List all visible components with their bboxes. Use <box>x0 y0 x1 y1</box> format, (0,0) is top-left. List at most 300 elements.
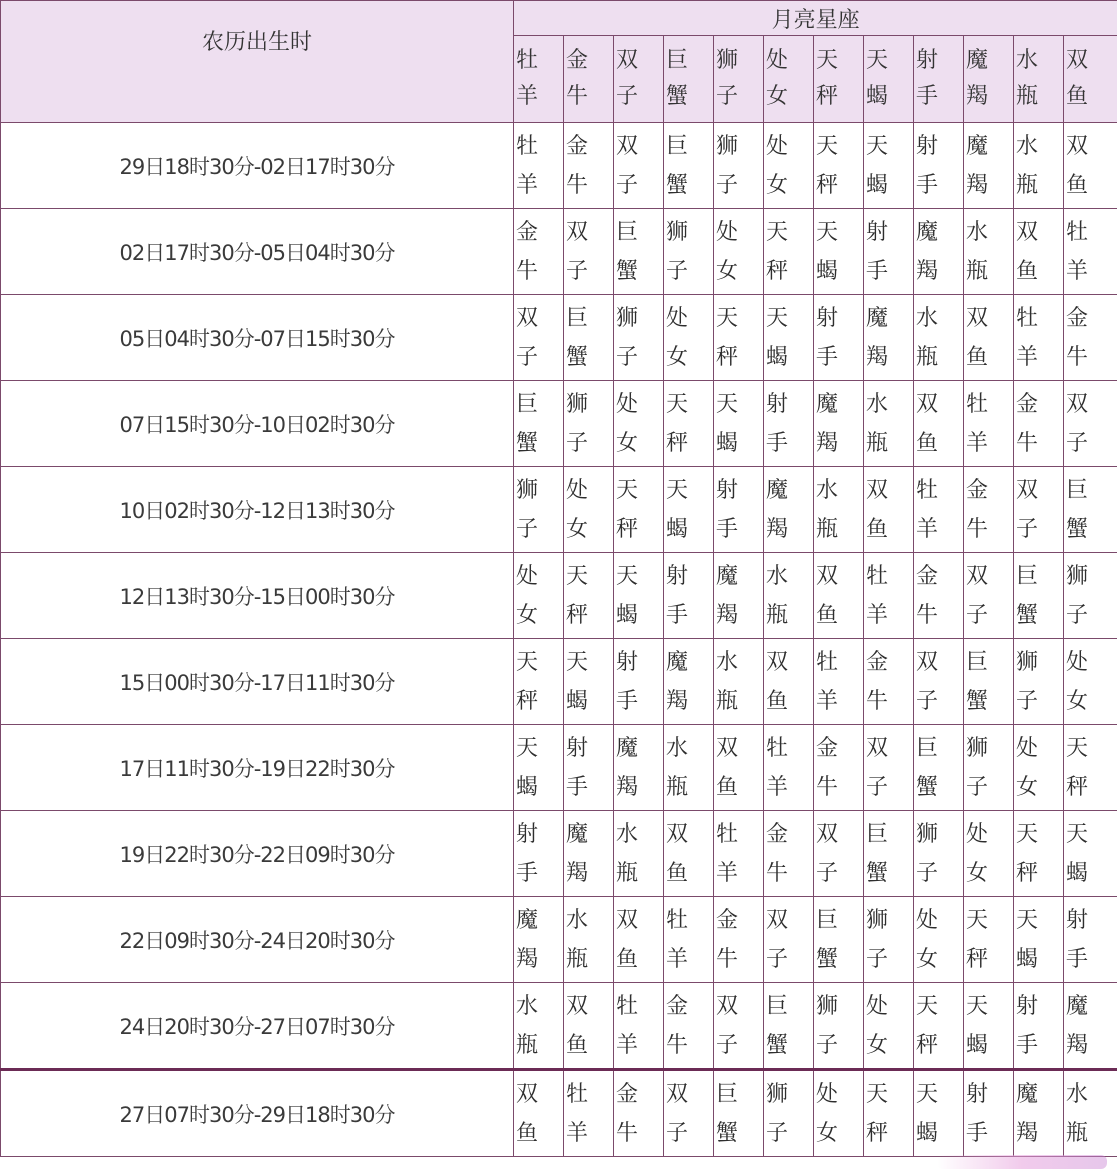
moon-sign-cell <box>1064 983 1117 1070</box>
sign-header-cell <box>814 36 864 123</box>
moon-sign-label: 狮子 <box>566 391 589 456</box>
moon-sign-cell <box>814 553 864 639</box>
moon-sign-label: 巨蟹 <box>566 305 589 370</box>
moon-sign-cell <box>1014 123 1064 209</box>
moon-sign-cell <box>1014 209 1064 295</box>
moon-sign-cell <box>564 811 614 897</box>
moon-sign-group-header: 月亮星座 <box>514 1 1117 36</box>
moon-sign-cell <box>814 123 864 209</box>
moon-sign-label: 处女 <box>916 907 939 972</box>
sign-header-label: 双子 <box>616 48 639 109</box>
birth-time-range-cell: 05日04时30分-07日15时30分 <box>1 295 514 381</box>
moon-sign-cell <box>614 983 664 1070</box>
moon-sign-label: 巨蟹 <box>816 907 839 972</box>
moon-sign-label: 处女 <box>716 219 739 284</box>
birth-time-range-cell: 10日02时30分-12日13时30分 <box>1 467 514 553</box>
moon-sign-label: 双鱼 <box>916 391 939 456</box>
moon-sign-label: 魔羯 <box>1016 1081 1039 1146</box>
moon-sign-cell <box>564 123 614 209</box>
moon-sign-label: 水瓶 <box>866 391 889 456</box>
header-row-top <box>1 1 1117 36</box>
moon-sign-cell <box>814 897 864 983</box>
moon-sign-label: 处女 <box>866 993 889 1058</box>
moon-sign-cell <box>764 381 814 467</box>
table-row <box>1 1070 1117 1157</box>
moon-sign-cell <box>964 639 1014 725</box>
table-row <box>1 123 1117 209</box>
moon-sign-cell <box>814 295 864 381</box>
table-row <box>1 811 1117 897</box>
moon-sign-cell <box>664 381 714 467</box>
moon-sign-cell <box>564 209 614 295</box>
moon-sign-cell <box>964 553 1014 639</box>
table-row <box>1 381 1117 467</box>
moon-sign-label: 处女 <box>566 477 589 542</box>
moon-sign-label: 巨蟹 <box>916 735 939 800</box>
moon-sign-cell <box>814 381 864 467</box>
moon-sign-cell <box>964 381 1014 467</box>
moon-sign-label: 天秤 <box>816 133 839 198</box>
moon-sign-label: 狮子 <box>516 477 539 542</box>
moon-sign-cell <box>714 553 764 639</box>
moon-sign-cell <box>764 639 814 725</box>
moon-sign-label: 水瓶 <box>566 907 589 972</box>
table-row <box>1 725 1117 811</box>
table-row <box>1 553 1117 639</box>
birth-time-range-cell: 24日20时30分-27日07时30分 <box>1 983 514 1070</box>
table-row <box>1 467 1117 553</box>
moon-sign-cell <box>814 209 864 295</box>
birth-time-range-cell: 27日07时30分-29日18时30分 <box>1 1070 514 1157</box>
moon-sign-cell <box>764 209 814 295</box>
moon-sign-cell <box>764 1070 814 1157</box>
moon-sign-label: 狮子 <box>866 907 889 972</box>
moon-sign-label: 天秤 <box>1016 821 1039 886</box>
moon-sign-cell <box>664 467 714 553</box>
moon-sign-label: 双鱼 <box>1066 133 1089 198</box>
moon-sign-label: 水瓶 <box>716 649 739 714</box>
moon-sign-cell <box>564 639 614 725</box>
moon-sign-cell <box>664 983 714 1070</box>
moon-sign-label: 狮子 <box>666 219 689 284</box>
sign-header-label: 水瓶 <box>1016 48 1039 109</box>
moon-sign-cell <box>914 1070 964 1157</box>
sign-header-cell <box>714 36 764 123</box>
moon-sign-cell <box>1014 467 1064 553</box>
table-row <box>1 897 1117 983</box>
moon-sign-label: 处女 <box>616 391 639 456</box>
moon-sign-cell <box>514 295 564 381</box>
table-row <box>1 295 1117 381</box>
moon-sign-label: 双子 <box>866 735 889 800</box>
birth-time-range-cell: 17日11时30分-19日22时30分 <box>1 725 514 811</box>
moon-sign-cell <box>914 897 964 983</box>
sign-header-cell <box>1014 36 1064 123</box>
moon-sign-label: 双鱼 <box>966 305 989 370</box>
moon-sign-cell <box>814 639 864 725</box>
moon-sign-label: 魔羯 <box>716 563 739 628</box>
moon-sign-cell <box>914 811 964 897</box>
moon-sign-cell <box>1014 553 1064 639</box>
moon-sign-label: 双鱼 <box>766 649 789 714</box>
moon-sign-label: 天蝎 <box>916 1081 939 1146</box>
moon-sign-label: 金牛 <box>516 219 539 284</box>
moon-sign-label: 水瓶 <box>616 821 639 886</box>
moon-sign-cell <box>764 295 814 381</box>
moon-sign-label: 双子 <box>1016 477 1039 542</box>
sign-header-label: 狮子 <box>716 48 739 109</box>
moon-sign-cell <box>614 209 664 295</box>
moon-sign-cell <box>514 897 564 983</box>
moon-sign-cell <box>864 983 914 1070</box>
moon-sign-label: 双子 <box>1066 391 1089 456</box>
birth-time-range-cell: 15日00时30分-17日11时30分 <box>1 639 514 725</box>
moon-sign-label: 双子 <box>516 305 539 370</box>
moon-sign-label: 处女 <box>966 821 989 886</box>
moon-sign-cell <box>614 467 664 553</box>
sign-header-label: 金牛 <box>566 48 589 109</box>
moon-sign-label: 金牛 <box>766 821 789 886</box>
moon-sign-cell <box>1014 639 1064 725</box>
moon-sign-cell <box>514 381 564 467</box>
moon-sign-label: 天秤 <box>666 391 689 456</box>
moon-sign-label: 射手 <box>766 391 789 456</box>
moon-sign-cell <box>814 725 864 811</box>
moon-sign-cell <box>1014 295 1064 381</box>
sign-header-cell <box>1064 36 1117 123</box>
moon-sign-label: 巨蟹 <box>516 391 539 456</box>
moon-sign-cell <box>664 897 714 983</box>
moon-sign-cell <box>1064 381 1117 467</box>
moon-sign-cell <box>1014 381 1064 467</box>
moon-sign-label: 狮子 <box>716 133 739 198</box>
moon-sign-label: 巨蟹 <box>1066 477 1089 542</box>
moon-sign-label: 金牛 <box>816 735 839 800</box>
moon-sign-label: 射手 <box>916 133 939 198</box>
moon-sign-label: 天蝎 <box>716 391 739 456</box>
moon-sign-label: 双鱼 <box>566 993 589 1058</box>
sign-header-label: 双鱼 <box>1066 48 1089 109</box>
moon-sign-cell <box>864 639 914 725</box>
moon-sign-label: 处女 <box>516 563 539 628</box>
moon-sign-cell <box>964 725 1014 811</box>
moon-sign-cell <box>864 811 914 897</box>
moon-sign-label: 天蝎 <box>666 477 689 542</box>
moon-sign-cell <box>664 639 714 725</box>
moon-sign-label: 处女 <box>816 1081 839 1146</box>
moon-sign-label: 狮子 <box>1016 649 1039 714</box>
moon-sign-cell <box>564 983 614 1070</box>
moon-sign-cell <box>914 209 964 295</box>
moon-sign-cell <box>514 811 564 897</box>
moon-sign-label: 牡羊 <box>916 477 939 542</box>
moon-sign-cell <box>664 811 714 897</box>
moon-sign-cell <box>914 983 964 1070</box>
moon-sign-label: 狮子 <box>816 993 839 1058</box>
moon-sign-cell <box>764 811 814 897</box>
moon-sign-label: 双子 <box>566 219 589 284</box>
moon-sign-cell <box>714 209 764 295</box>
table-row <box>1 983 1117 1070</box>
moon-sign-label: 牡羊 <box>616 993 639 1058</box>
moon-sign-cell <box>714 639 764 725</box>
moon-sign-cell <box>814 1070 864 1157</box>
moon-sign-cell <box>864 897 914 983</box>
moon-sign-cell <box>514 639 564 725</box>
moon-sign-label: 水瓶 <box>1066 1081 1089 1146</box>
moon-sign-cell <box>1064 553 1117 639</box>
moon-sign-cell <box>914 725 964 811</box>
moon-sign-cell <box>614 639 664 725</box>
moon-sign-cell <box>1014 1070 1064 1157</box>
moon-sign-cell <box>764 553 814 639</box>
moon-sign-label: 水瓶 <box>916 305 939 370</box>
moon-sign-label: 双子 <box>616 133 639 198</box>
moon-sign-cell <box>1064 467 1117 553</box>
moon-sign-cell <box>614 897 664 983</box>
moon-sign-label: 巨蟹 <box>616 219 639 284</box>
moon-sign-label: 金牛 <box>716 907 739 972</box>
moon-sign-label: 双鱼 <box>516 1081 539 1146</box>
moon-sign-label: 魔羯 <box>916 219 939 284</box>
moon-sign-cell <box>814 983 864 1070</box>
moon-sign-label: 处女 <box>766 133 789 198</box>
moon-sign-label: 双鱼 <box>816 563 839 628</box>
moon-sign-label: 牡羊 <box>716 821 739 886</box>
moon-sign-label: 射手 <box>616 649 639 714</box>
moon-sign-label: 狮子 <box>1066 563 1089 628</box>
moon-sign-cell <box>664 1070 714 1157</box>
moon-sign-label: 双子 <box>766 907 789 972</box>
moon-sign-cell <box>764 725 814 811</box>
moon-sign-label: 射手 <box>566 735 589 800</box>
moon-sign-label: 双子 <box>816 821 839 886</box>
moon-sign-label: 射手 <box>1066 907 1089 972</box>
moon-sign-label: 魔羯 <box>516 907 539 972</box>
moon-sign-label: 金牛 <box>966 477 989 542</box>
moon-sign-cell <box>614 1070 664 1157</box>
moon-sign-cell <box>714 725 764 811</box>
moon-sign-cell <box>864 381 914 467</box>
moon-sign-cell <box>814 467 864 553</box>
moon-sign-label: 水瓶 <box>1016 133 1039 198</box>
moon-sign-label: 天秤 <box>716 305 739 370</box>
table-body <box>1 123 1117 1157</box>
moon-sign-label: 天秤 <box>1066 735 1089 800</box>
moon-sign-label: 双鱼 <box>716 735 739 800</box>
moon-sign-label: 巨蟹 <box>766 993 789 1058</box>
moon-sign-cell <box>564 725 614 811</box>
moon-sign-label: 射手 <box>816 305 839 370</box>
moon-sign-label: 天秤 <box>966 907 989 972</box>
moon-sign-cell <box>664 725 714 811</box>
moon-sign-label: 魔羯 <box>816 391 839 456</box>
sign-header-label: 射手 <box>916 48 939 109</box>
moon-sign-cell <box>764 467 814 553</box>
moon-sign-label: 巨蟹 <box>666 133 689 198</box>
moon-sign-label: 狮子 <box>766 1081 789 1146</box>
moon-sign-cell <box>664 553 714 639</box>
moon-sign-label: 水瓶 <box>816 477 839 542</box>
moon-sign-cell <box>1064 639 1117 725</box>
watermark-logo <box>937 1155 1107 1169</box>
moon-sign-label: 金牛 <box>916 563 939 628</box>
sign-header-cell <box>764 36 814 123</box>
moon-sign-cell <box>614 553 664 639</box>
birth-time-range-cell: 29日18时30分-02日17时30分 <box>1 123 514 209</box>
moon-sign-label: 水瓶 <box>766 563 789 628</box>
birth-time-range-cell: 19日22时30分-22日09时30分 <box>1 811 514 897</box>
moon-sign-cell <box>564 467 614 553</box>
moon-sign-label: 天蝎 <box>616 563 639 628</box>
moon-sign-cell <box>514 467 564 553</box>
moon-sign-label: 双鱼 <box>1016 219 1039 284</box>
moon-sign-cell <box>1014 725 1064 811</box>
moon-sign-cell <box>514 123 564 209</box>
moon-sign-cell <box>714 1070 764 1157</box>
moon-sign-label: 双子 <box>666 1081 689 1146</box>
moon-sign-label: 牡羊 <box>1066 219 1089 284</box>
moon-sign-label: 狮子 <box>966 735 989 800</box>
moon-sign-label: 天蝎 <box>1066 821 1089 886</box>
moon-sign-label: 金牛 <box>1016 391 1039 456</box>
moon-sign-label: 金牛 <box>566 133 589 198</box>
moon-sign-label: 双子 <box>966 563 989 628</box>
moon-sign-cell <box>564 897 614 983</box>
moon-sign-cell <box>964 897 1014 983</box>
sign-header-cell <box>914 36 964 123</box>
moon-sign-cell <box>714 381 764 467</box>
moon-sign-cell <box>664 209 714 295</box>
moon-sign-cell <box>1064 1070 1117 1157</box>
moon-sign-cell <box>914 467 964 553</box>
moon-sign-label: 牡羊 <box>566 1081 589 1146</box>
moon-sign-cell <box>864 123 914 209</box>
moon-sign-cell <box>564 381 614 467</box>
moon-sign-label: 魔羯 <box>566 821 589 886</box>
moon-sign-cell <box>514 1070 564 1157</box>
sign-header-cell <box>514 36 564 123</box>
moon-sign-cell <box>964 467 1014 553</box>
moon-sign-label: 天秤 <box>866 1081 889 1146</box>
moon-sign-label: 天蝎 <box>866 133 889 198</box>
moon-sign-label: 魔羯 <box>866 305 889 370</box>
moon-sign-label: 射手 <box>516 821 539 886</box>
moon-sign-cell <box>514 725 564 811</box>
sign-header-cell <box>564 36 614 123</box>
moon-sign-label: 射手 <box>1016 993 1039 1058</box>
sign-header-label: 处女 <box>766 48 789 109</box>
moon-sign-label: 魔羯 <box>666 649 689 714</box>
moon-sign-cell <box>564 553 614 639</box>
moon-sign-label: 魔羯 <box>616 735 639 800</box>
moon-sign-label: 魔羯 <box>966 133 989 198</box>
moon-sign-cell <box>964 811 1014 897</box>
moon-sign-label: 巨蟹 <box>716 1081 739 1146</box>
moon-sign-cell <box>1064 725 1117 811</box>
moon-sign-cell <box>714 811 764 897</box>
moon-sign-label: 天秤 <box>616 477 639 542</box>
sign-header-cell <box>664 36 714 123</box>
moon-sign-cell <box>614 295 664 381</box>
birth-time-range-cell: 07日15时30分-10日02时30分 <box>1 381 514 467</box>
moon-sign-cell <box>964 1070 1014 1157</box>
moon-sign-cell <box>1064 811 1117 897</box>
moon-sign-cell <box>914 553 964 639</box>
moon-sign-label: 射手 <box>866 219 889 284</box>
moon-sign-label: 巨蟹 <box>1016 563 1039 628</box>
moon-sign-label: 双鱼 <box>866 477 889 542</box>
moon-sign-label: 水瓶 <box>966 219 989 284</box>
moon-sign-label: 牡羊 <box>816 649 839 714</box>
moon-sign-cell <box>764 897 814 983</box>
moon-sign-label: 巨蟹 <box>866 821 889 886</box>
moon-sign-label: 牡羊 <box>966 391 989 456</box>
moon-sign-label: 金牛 <box>616 1081 639 1146</box>
moon-sign-label: 天蝎 <box>1016 907 1039 972</box>
moon-sign-cell <box>1064 209 1117 295</box>
moon-sign-cell <box>714 123 764 209</box>
moon-sign-label: 双子 <box>716 993 739 1058</box>
moon-sign-cell <box>564 1070 614 1157</box>
moon-sign-cell <box>814 811 864 897</box>
birth-time-range-cell: 12日13时30分-15日00时30分 <box>1 553 514 639</box>
moon-sign-cell <box>714 467 764 553</box>
moon-sign-label: 天蝎 <box>516 735 539 800</box>
moon-sign-label: 射手 <box>716 477 739 542</box>
moon-sign-cell <box>964 209 1014 295</box>
moon-sign-label: 魔羯 <box>766 477 789 542</box>
moon-sign-label: 金牛 <box>1066 305 1089 370</box>
moon-sign-cell <box>914 295 964 381</box>
moon-sign-label: 巨蟹 <box>966 649 989 714</box>
moon-sign-cell <box>1014 811 1064 897</box>
moon-sign-cell <box>864 553 914 639</box>
moon-sign-cell <box>1014 897 1064 983</box>
sign-header-cell <box>614 36 664 123</box>
moon-sign-label: 天秤 <box>566 563 589 628</box>
moon-sign-label: 狮子 <box>916 821 939 886</box>
moon-sign-label: 牡羊 <box>516 133 539 198</box>
sign-header-cell <box>864 36 914 123</box>
moon-sign-cell <box>864 725 914 811</box>
moon-sign-cell <box>614 725 664 811</box>
moon-sign-cell <box>514 209 564 295</box>
moon-sign-cell <box>914 123 964 209</box>
moon-sign-label: 天蝎 <box>966 993 989 1058</box>
sign-header-label: 牡羊 <box>516 48 539 109</box>
moon-sign-cell <box>514 983 564 1070</box>
moon-sign-label: 天秤 <box>916 993 939 1058</box>
moon-sign-label: 射手 <box>666 563 689 628</box>
moon-sign-cell <box>1064 123 1117 209</box>
moon-sign-label: 处女 <box>1016 735 1039 800</box>
moon-sign-cell <box>714 897 764 983</box>
moon-sign-cell <box>614 123 664 209</box>
moon-sign-cell <box>764 123 814 209</box>
moon-sign-cell <box>964 123 1014 209</box>
moon-sign-cell <box>964 295 1014 381</box>
moon-sign-label: 天蝎 <box>766 305 789 370</box>
moon-sign-label: 水瓶 <box>516 993 539 1058</box>
sign-header-label: 天秤 <box>816 48 839 109</box>
birth-time-range-cell: 22日09时30分-24日20时30分 <box>1 897 514 983</box>
moon-sign-label: 牡羊 <box>766 735 789 800</box>
moon-sign-label: 处女 <box>1066 649 1089 714</box>
moon-sign-cell <box>1014 983 1064 1070</box>
moon-sign-cell <box>964 983 1014 1070</box>
moon-sign-label: 金牛 <box>666 993 689 1058</box>
